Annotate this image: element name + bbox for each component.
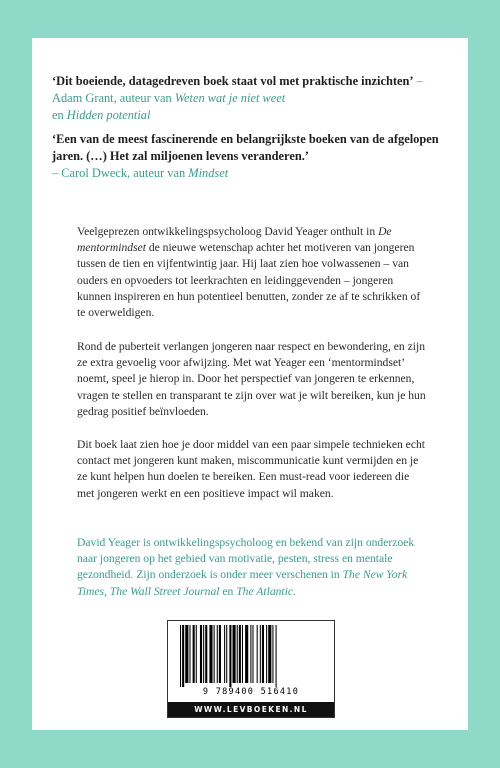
- barcode-bar: [209, 625, 212, 683]
- barcode-bar: [237, 625, 238, 683]
- publisher-website: WWW.LEVBOEKEN.NL: [168, 702, 334, 717]
- quote-2-work: Mindset: [188, 166, 229, 180]
- barcode-bar: [185, 625, 188, 683]
- barcode-bar: [214, 625, 215, 683]
- barcode-bar: [262, 625, 264, 683]
- barcode-bar: [229, 625, 231, 687]
- barcode-bar: [193, 625, 195, 683]
- barcode-bar: [242, 625, 243, 683]
- barcode-bar: [252, 625, 253, 683]
- blurb-paragraph-1: Veelgeprezen ontwikkelingspsycholoog David Yeager onthult in De mentormindset de nieuwe wetenschap achter het motiveren van jongeren tussen de tien en vijfentwintig jaar. Hij laat zien hoe volwassenen – van ouders en opvoeders tot leerkrachten en leidinggevenden – jongeren kunnen inspireren en hun potentieel benutten, zonder ze af te schrikken of te overweldigen.: [77, 225, 421, 320]
- book-title-inline: De mentormindset: [77, 225, 392, 255]
- barcode-bar: [226, 625, 227, 683]
- barcode-bar: [180, 625, 181, 687]
- barcode-bar: [189, 625, 190, 683]
- isbn-number: 9 789400 516410: [202, 687, 300, 697]
- review-quote-2: [52, 131, 452, 182]
- blurb-paragraph-2: Rond de puberteit verlangen jongeren naar respect en bewondering, en zijn ze extra gevoelig voor afwijzing. Met wat Yeager een ‘mentormindset’ noemt, speel je hierop in. Door het perspectief van jongeren te erkennen, vragen te stellen en transparant te zijn over wat je wilt bereiken, kun je hun gedrag positief beïnvloeden.: [77, 340, 426, 418]
- quote-1-attribution-line-2: en Hidden potential: [52, 108, 151, 122]
- quote-1-work-2: Hidden potential: [66, 108, 151, 122]
- barcode-bar: [224, 625, 225, 683]
- quote-1-attribution: – Adam Grant, auteur van Weten wat je niet weet: [52, 74, 423, 105]
- barcode-bar: [203, 625, 204, 683]
- barcode-bar: [200, 625, 202, 683]
- barcode-bar: [205, 625, 207, 683]
- barcode-bar: [217, 625, 218, 683]
- author-bio: David Yeager is ontwikkelingspsycholoog en bekend van zijn onderzoek naar jongeren op het gebied van motivatie, pesten, stress en mentale gezondheid. Zijn onderzoek is onder meer verschenen in The New York Times, The Wall Street Journal en The Atlantic.: [77, 536, 415, 598]
- quote-1-work-1: Weten wat je niet weet: [174, 91, 286, 105]
- isbn-barcode: [167, 620, 335, 718]
- barcode-bar: [219, 625, 221, 683]
- barcode-bar: [260, 625, 261, 683]
- barcode-bar: [257, 625, 258, 683]
- barcode-bar: [276, 625, 277, 687]
- author-name: David Yeager: [77, 536, 141, 549]
- barcode-bar: [196, 625, 197, 683]
- blurb-paragraph-3: Dit boek laat zien hoe je door middel van een paar simpele technieken echt contact met jongeren kunt maken, miscommunicatie kunt vermijden en je ze kunt helpen hun doelen te bereiken. Een must-read voor iedereen die met jongeren werkt en een positieve impact wil maken.: [77, 438, 425, 500]
- barcode-bar: [250, 625, 251, 683]
- barcode-bar: [272, 625, 273, 683]
- barcode-bar: [266, 625, 267, 683]
- barcode-bar: [239, 625, 241, 683]
- barcode-bar: [245, 625, 248, 683]
- barcode-bar: [182, 625, 184, 687]
- review-quote-1: [52, 73, 452, 124]
- barcode-bar: [233, 625, 236, 683]
- barcode-bars-icon: [176, 625, 326, 687]
- barcode-bar: [268, 625, 271, 683]
- quote-1-text: ‘Dit boeiende, datagedreven boek staat vol met praktische inzichten’: [52, 74, 414, 88]
- quote-2-text: ‘Een van de meest fascinerende en belangrijkste boeken van de afgelopen jaren. (…) Het zal miljoenen levens veranderen.’: [52, 132, 439, 163]
- quote-2-attribution: – Carol Dweck, auteur van Mindset: [52, 166, 229, 180]
